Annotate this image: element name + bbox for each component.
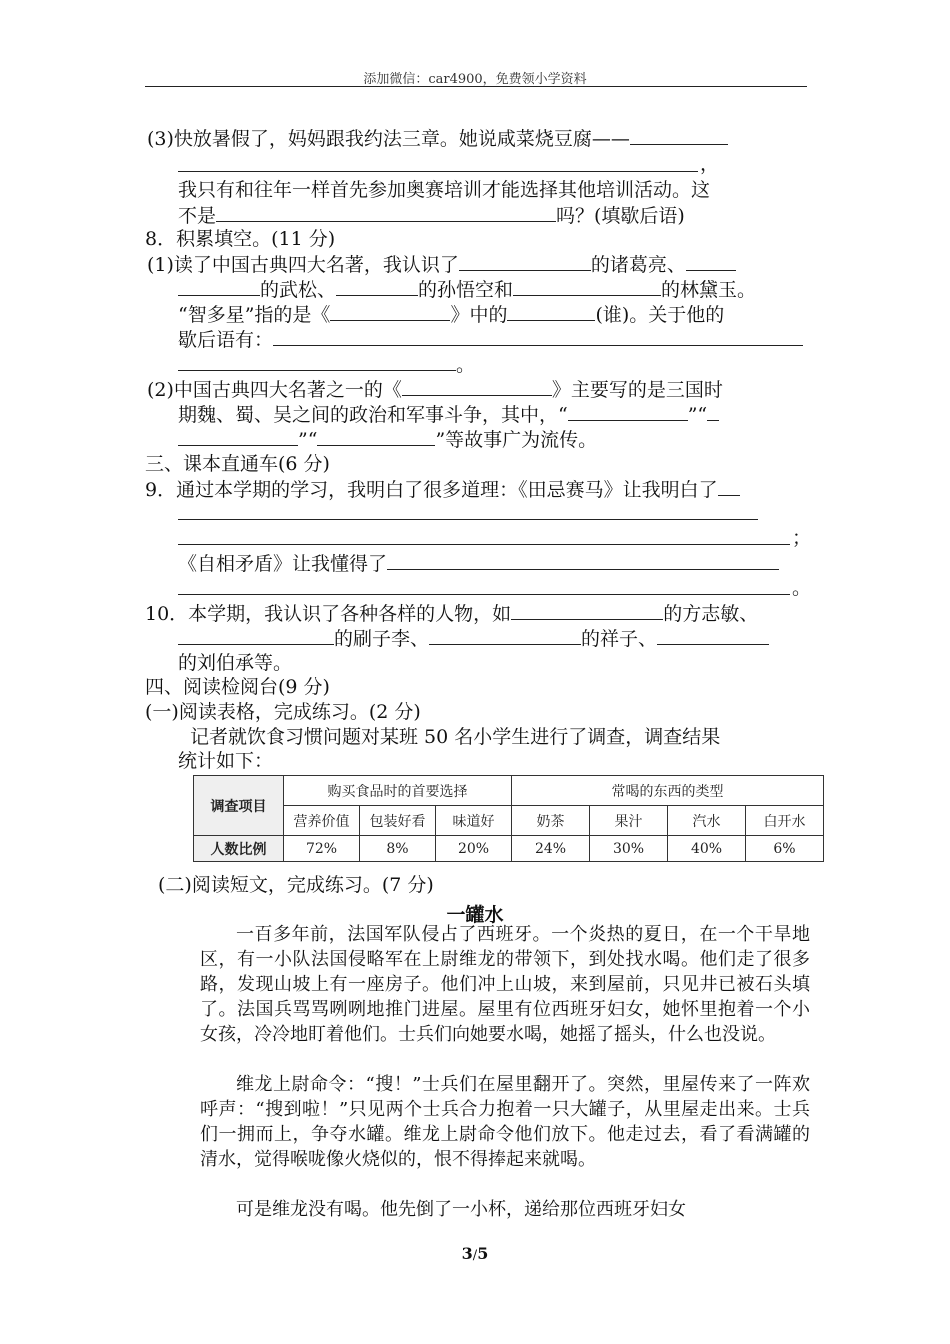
- blank[interactable]: [507, 302, 595, 321]
- q8-2-line2: 期魏、蜀、吴之间的政治和军事斗争，其中，“ ”“: [178, 402, 719, 427]
- table-column-header: 奶茶: [512, 806, 590, 836]
- part2-title: (二)阅读短文，完成练习。(7 分): [158, 874, 434, 896]
- section4-title: 四、阅读检阅台(9 分): [145, 676, 330, 698]
- q8-2-line1: (2)中国古典四大名著之一的《 》主要写的是三国时: [147, 379, 723, 401]
- blank[interactable]: [511, 601, 663, 620]
- story-paragraph: 维龙上尉命令：“搜！”士兵们在屋里翻开了。突然，里屋传来了一阵欢呼声：“搜到啦！”只见两个士兵合力抱着一只大罐子，从里屋走出来。士兵们一拥而上，争夺水罐。维龙上尉命令他们放下。他走过去，看了看满罐的清水，觉得喉咙像火烧似的，恨不得捧起来就喝。: [200, 1074, 810, 1170]
- table-column-header: 果汁: [590, 806, 668, 836]
- blank[interactable]: [336, 277, 418, 296]
- blank[interactable]: [178, 626, 334, 645]
- q10-line3: 的刘伯承等。: [178, 652, 293, 674]
- table-row-label: 人数比例: [194, 836, 284, 862]
- part1-intro-line1: 记者就饮食习惯问题对某班 50 名小学生进行了调查，调查结果: [190, 726, 721, 748]
- blank[interactable]: [178, 352, 456, 371]
- table-cell: 30%: [590, 836, 668, 862]
- blank[interactable]: [387, 551, 779, 570]
- blank[interactable]: [178, 277, 260, 296]
- blank[interactable]: [429, 626, 581, 645]
- table-column-header: 味道好: [436, 806, 512, 836]
- blank[interactable]: [330, 302, 450, 321]
- q7-3-line1: (3)快放暑假了，妈妈跟我约法三章。她说咸菜烧豆腐——: [147, 126, 728, 151]
- table-column-header: 汽水: [668, 806, 746, 836]
- part1-title: (一)阅读表格，完成练习。(2 分): [145, 701, 421, 723]
- table-cell: 20%: [436, 836, 512, 862]
- answer-line[interactable]: [178, 544, 790, 545]
- table-cell: 6%: [746, 836, 824, 862]
- table-header-label: 调查项目: [194, 776, 284, 836]
- table-column-header: 营养价值: [284, 806, 360, 836]
- q7-3-line2: 我只有和往年一样首先参加奥赛培训才能选择其他培训活动。这: [178, 179, 711, 201]
- answer-line[interactable]: [178, 519, 758, 520]
- q7-3-line3: 不是 吗？(填歇后语): [178, 205, 685, 227]
- story-paragraph: 一百多年前，法国军队侵占了西班牙。一个炎热的夏日，在一个干旱地区，有一小队法国侵略军在上尉维龙的带领下，到处找水喝。他们走了很多路，发现山坡上有一座房子。他们冲上山坡，来到屋前，只见井已被石头填了。法国兵骂骂咧咧地推门进屋。屋里有位西班牙妇女，她怀里抱着一个小女孩，冷冷地盯着他们。士兵们向她要水喝，她摇了摇头，什么也没说。: [200, 924, 810, 1045]
- blank[interactable]: [657, 626, 769, 645]
- blank[interactable]: [568, 402, 688, 421]
- q9-line1: 9．通过本学期的学习，我明白了很多道理：《田忌赛马》让我明白了: [145, 477, 740, 502]
- blank[interactable]: [718, 477, 740, 496]
- q10-line1: 10．本学期，我认识了各种各样的人物，如 的方志敏、: [145, 603, 759, 625]
- q9-end: 。: [792, 577, 812, 599]
- blank[interactable]: [216, 203, 556, 222]
- q9-semicolon: ；: [792, 527, 812, 549]
- q7-3-comma: ，: [700, 153, 720, 175]
- q8-2-line3: ”“ ”等故事广为流传。: [178, 427, 597, 452]
- q8-1-line4: 歇后语有：: [178, 327, 803, 352]
- blank[interactable]: [402, 377, 552, 396]
- q8-title: 8．积累填空。(11 分): [145, 228, 336, 250]
- blank[interactable]: [317, 427, 435, 446]
- table-group-header: 购买食品时的首要选择: [284, 776, 512, 806]
- q10-line2: 的刷子李、 的祥子、: [178, 626, 769, 651]
- part1-intro-line2: 统计如下：: [178, 750, 274, 772]
- table-column-header: 白开水: [746, 806, 824, 836]
- survey-table: [193, 775, 824, 862]
- table-cell: 8%: [360, 836, 436, 862]
- story-title: 一罐水: [446, 904, 504, 926]
- table-column-header: 包装好看: [360, 806, 436, 836]
- table-group-header: 常喝的东西的类型: [512, 776, 824, 806]
- q8-1-line1: (1)读了中国古典四大名著，我认识了 的诸葛亮、: [147, 252, 736, 277]
- answer-line[interactable]: [178, 171, 698, 172]
- header-rule: [145, 86, 807, 87]
- page-number: 3/5: [461, 1244, 489, 1263]
- q8-1-line5: 。: [178, 352, 475, 377]
- blank[interactable]: [707, 402, 719, 421]
- q9-line4: 《自相矛盾》让我懂得了: [178, 551, 779, 576]
- page-header: 添加微信：car4900，免费领小学资料: [363, 72, 587, 87]
- blank[interactable]: [630, 126, 728, 145]
- story-paragraph: 可是维龙没有喝。他先倒了一小杯，递给那位西班牙妇女: [236, 1199, 686, 1220]
- table-cell: 72%: [284, 836, 360, 862]
- section3-title: 三、课本直通车(6 分): [145, 453, 330, 475]
- blank[interactable]: [686, 252, 736, 271]
- blank[interactable]: [459, 252, 591, 271]
- answer-line[interactable]: [178, 594, 790, 595]
- table-cell: 24%: [512, 836, 590, 862]
- table-cell: 40%: [668, 836, 746, 862]
- blank[interactable]: [178, 427, 298, 446]
- q8-1-line2: 的武松、 的孙悟空和 的林黛玉。: [178, 277, 756, 302]
- q8-1-line3: “智多星”指的是《 》中的 (谁)。关于他的: [178, 304, 725, 326]
- blank[interactable]: [273, 327, 803, 346]
- blank[interactable]: [513, 277, 661, 296]
